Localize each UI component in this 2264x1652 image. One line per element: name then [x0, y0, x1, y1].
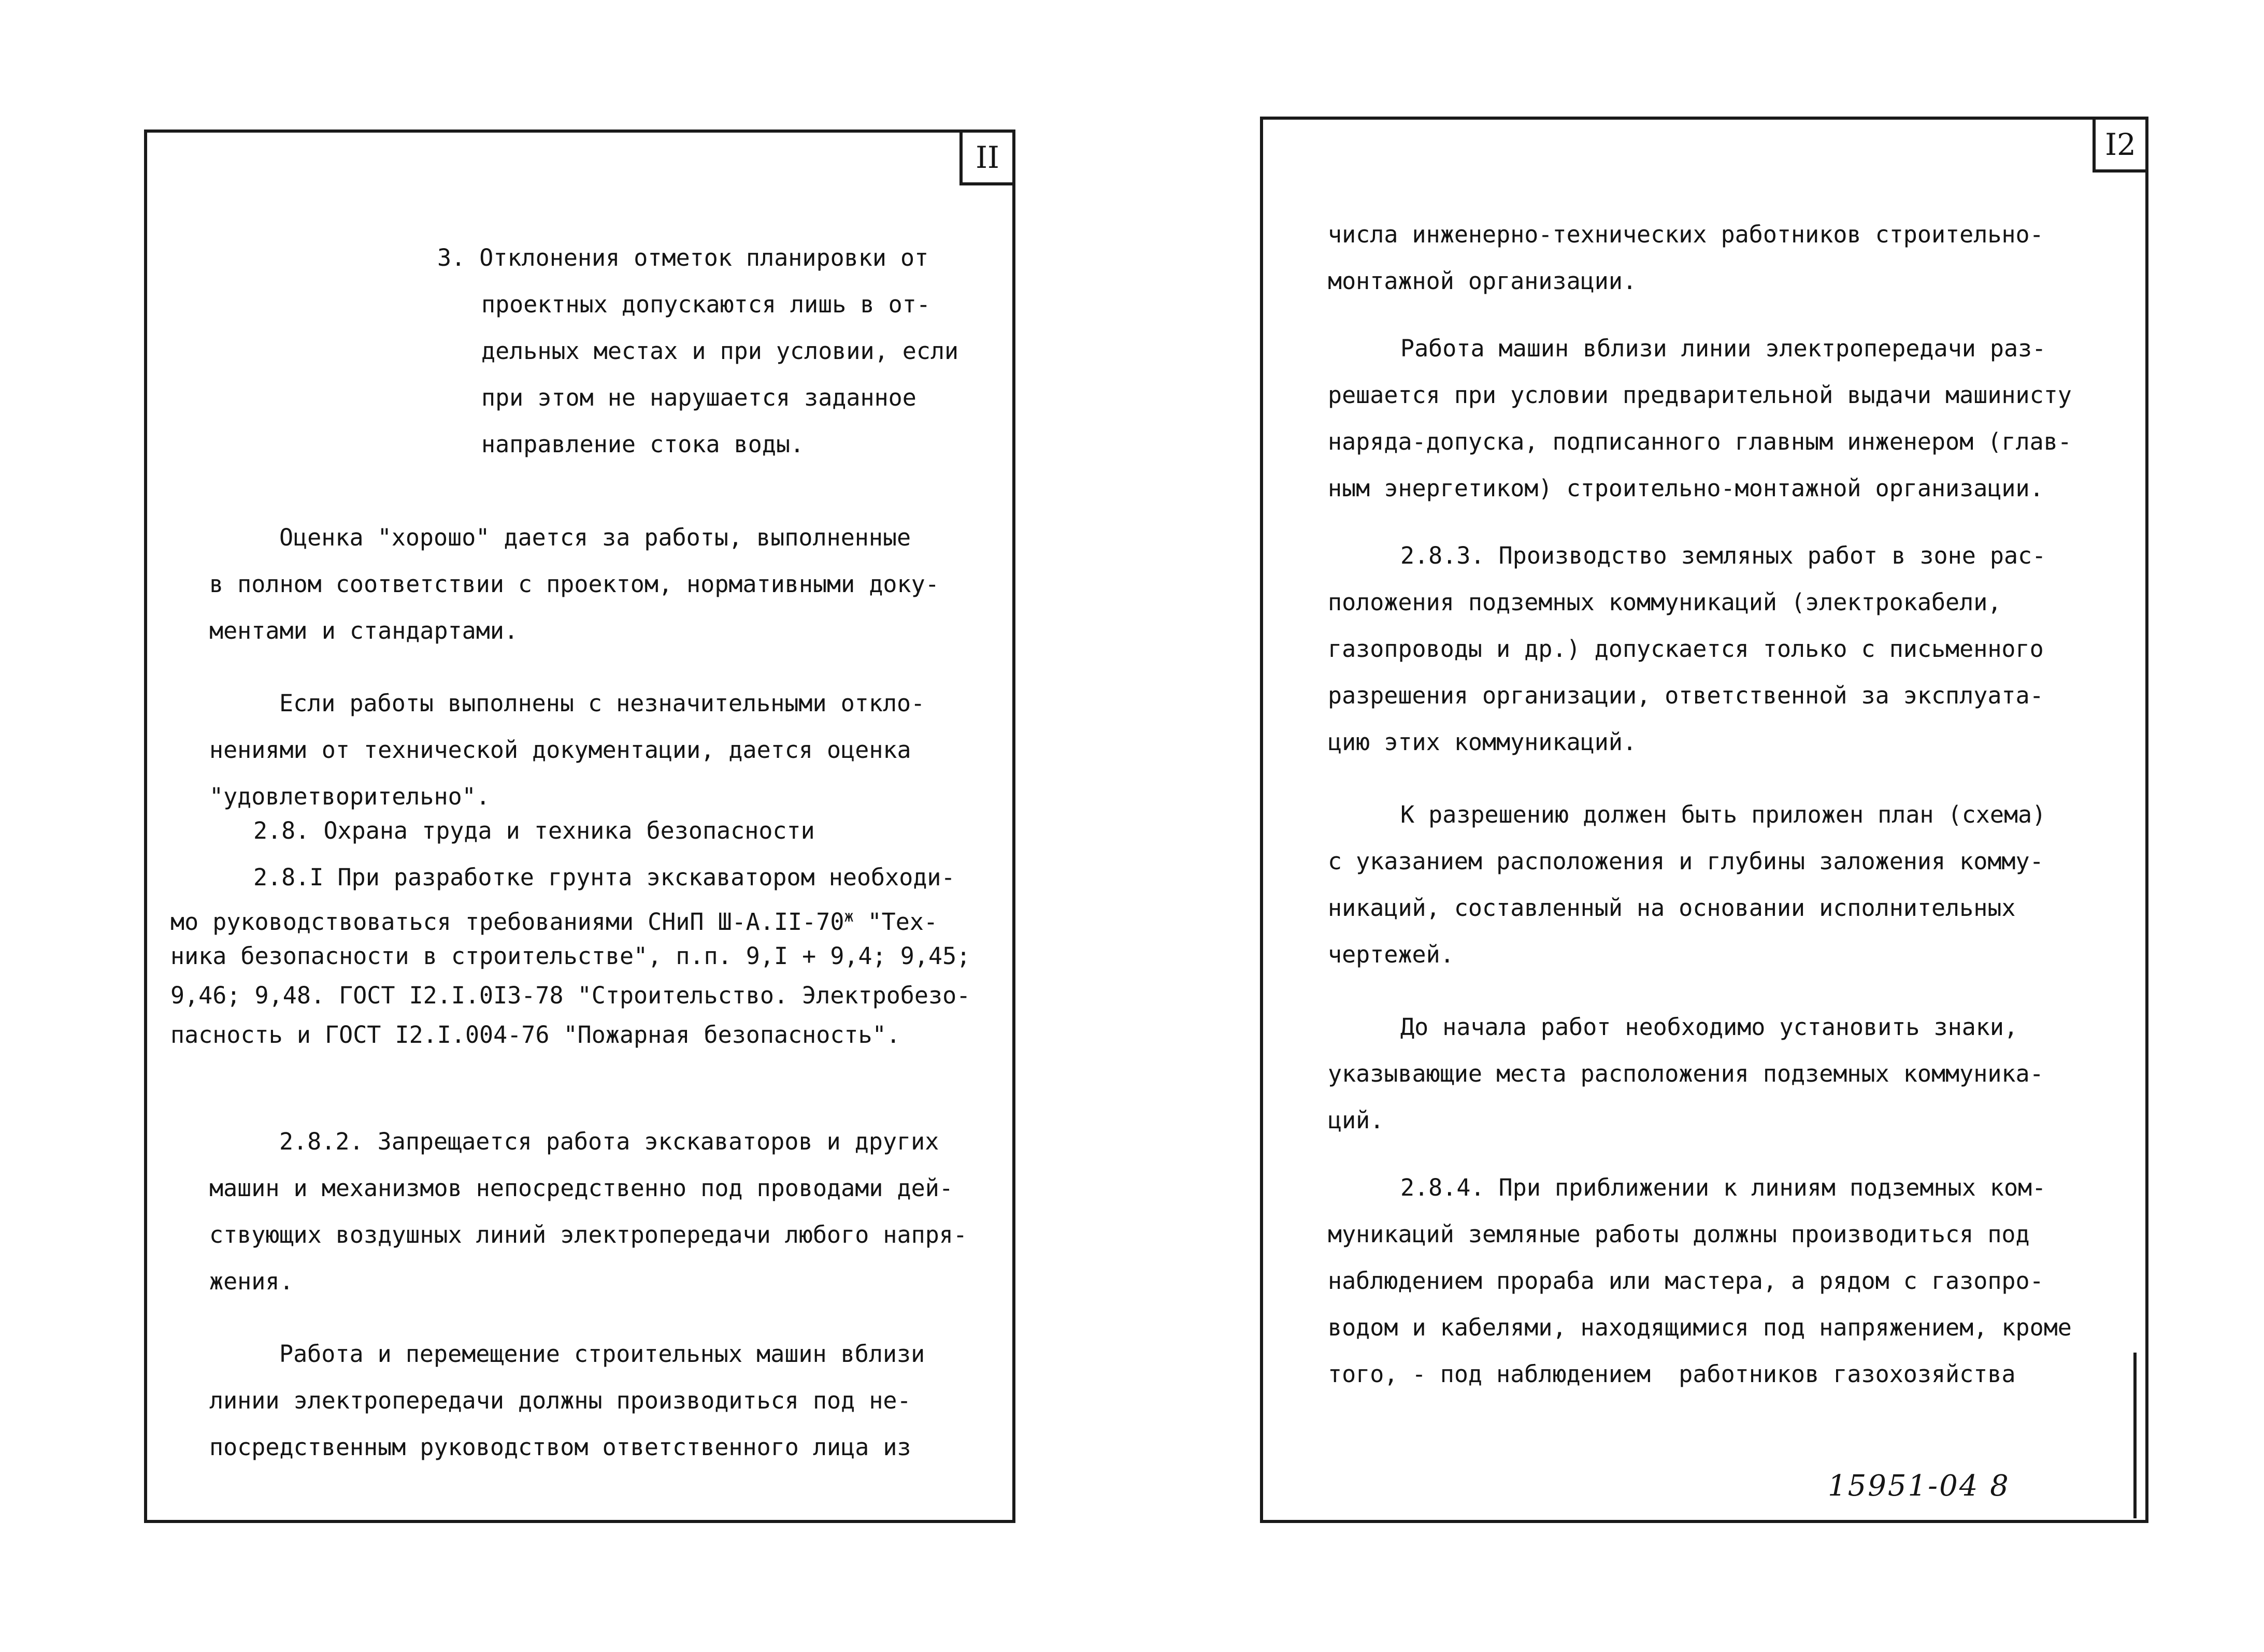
- margin-line: [2133, 1353, 2137, 1518]
- text-line: ствующих воздушных линий электропередачи любого напря-: [209, 1221, 967, 1248]
- text-line: ментами и стандартами.: [209, 617, 519, 644]
- text-line: К разрешению должен быть приложен план (схема): [1400, 801, 2046, 828]
- text-line: 2.8.I При разработке грунта экскаватором необходи-: [253, 864, 955, 891]
- document-stamp: 15951-04 8: [1828, 1469, 2010, 1503]
- text-line: направление стока воды.: [481, 430, 805, 458]
- text-line: 9,46; 9,48. ГОСТ I2.I.0I3-78 "Строительство. Электробезо-: [170, 982, 971, 1009]
- text-line: решается при условии предварительной выдачи машинисту: [1328, 381, 2072, 409]
- text-line: 3. Отклонения отметок планировки от: [437, 244, 929, 271]
- text-line: цию этих коммуникаций.: [1328, 728, 1637, 756]
- text-line: дельных местах и при условии, если: [481, 337, 959, 365]
- text-line: ным энергетиком) строительно-монтажной организации.: [1328, 475, 2044, 502]
- text-line: пасность и ГОСТ I2.I.004-76 "Пожарная безопасность".: [170, 1021, 900, 1048]
- text-line: монтажной организации.: [1328, 267, 1637, 295]
- text-line: указывающие места расположения подземных коммуника-: [1328, 1060, 2044, 1087]
- text-line: при этом не нарушается заданное: [481, 384, 916, 411]
- text-line: газопроводы и др.) допускается только с письменного: [1328, 635, 2044, 663]
- text-line: жения.: [209, 1268, 294, 1295]
- text-line: Работа и перемещение строительных машин вблизи: [279, 1340, 925, 1368]
- text-line: линии электропередачи должны производиться под не-: [209, 1387, 911, 1414]
- left-page: [144, 130, 1015, 1523]
- text-line: Работа машин вблизи линии электропередачи раз-: [1400, 335, 2046, 362]
- text-line: 2.8.4. При приближении к линиям подземных ком-: [1400, 1174, 2046, 1201]
- text-line: наблюдением прораба или мастера, а рядом с газопро-: [1328, 1267, 2044, 1295]
- text-line: положения подземных коммуникаций (электрокабели,: [1328, 588, 2002, 616]
- text-line: 2.8.2. Запрещается работа экскаваторов и других: [279, 1128, 939, 1155]
- text-line: числа инженерно-технических работников строительно-: [1328, 221, 2044, 248]
- text-line: в полном соответствии с проектом, нормативными доку-: [209, 570, 939, 598]
- text-line: машин и механизмов непосредственно под проводами дей-: [209, 1174, 953, 1202]
- text-line: Если работы выполнены с незначительными откло-: [279, 689, 925, 717]
- text-line: "удовлетворительно".: [209, 783, 490, 810]
- text-line: того, - под наблюдением работников газохозяйства: [1328, 1360, 2016, 1388]
- text-line: разрешения организации, ответственной за эксплуата-: [1328, 682, 2044, 709]
- text-line: с указанием расположения и глубины заложения комму-: [1328, 847, 2044, 875]
- page-number: II: [959, 130, 1015, 185]
- page-number: I2: [2093, 117, 2148, 173]
- text-line: посредственным руководством ответственного лица из: [209, 1433, 911, 1461]
- text-line: никаций, составленный на основании исполнительных: [1328, 894, 2016, 922]
- text-line: мо руководствоваться требованиями СНиП $Ш-А.II-70^ж$ "Тех-: [170, 908, 938, 936]
- text-line: 2.8.3. Производство земляных работ в зоне рас-: [1400, 542, 2046, 569]
- text-line: ций.: [1328, 1107, 1384, 1134]
- text-line: Оценка "хорошо" дается за работы, выполненные: [279, 524, 911, 551]
- text-line: водом и кабелями, находящимися под напряжением, кроме: [1328, 1314, 2072, 1341]
- text-line: проектных допускаются лишь в от-: [481, 291, 930, 318]
- right-page: [1260, 117, 2148, 1523]
- text-line: ника безопасности в строительстве", п.п. 9,I + 9,4; 9,45;: [170, 942, 971, 970]
- text-line: наряда-допуска, подписанного главным инженером (глав-: [1328, 428, 2072, 455]
- text-line: нениями от технической документации, дается оценка: [209, 736, 911, 764]
- text-line: муникаций земляные работы должны производиться под: [1328, 1220, 2030, 1248]
- text-line: До начала работ необходимо установить знаки,: [1400, 1013, 2018, 1041]
- text-line: чертежей.: [1328, 941, 1454, 968]
- section-heading: 2.8. Охрана труда и техника безопасности: [253, 817, 815, 844]
